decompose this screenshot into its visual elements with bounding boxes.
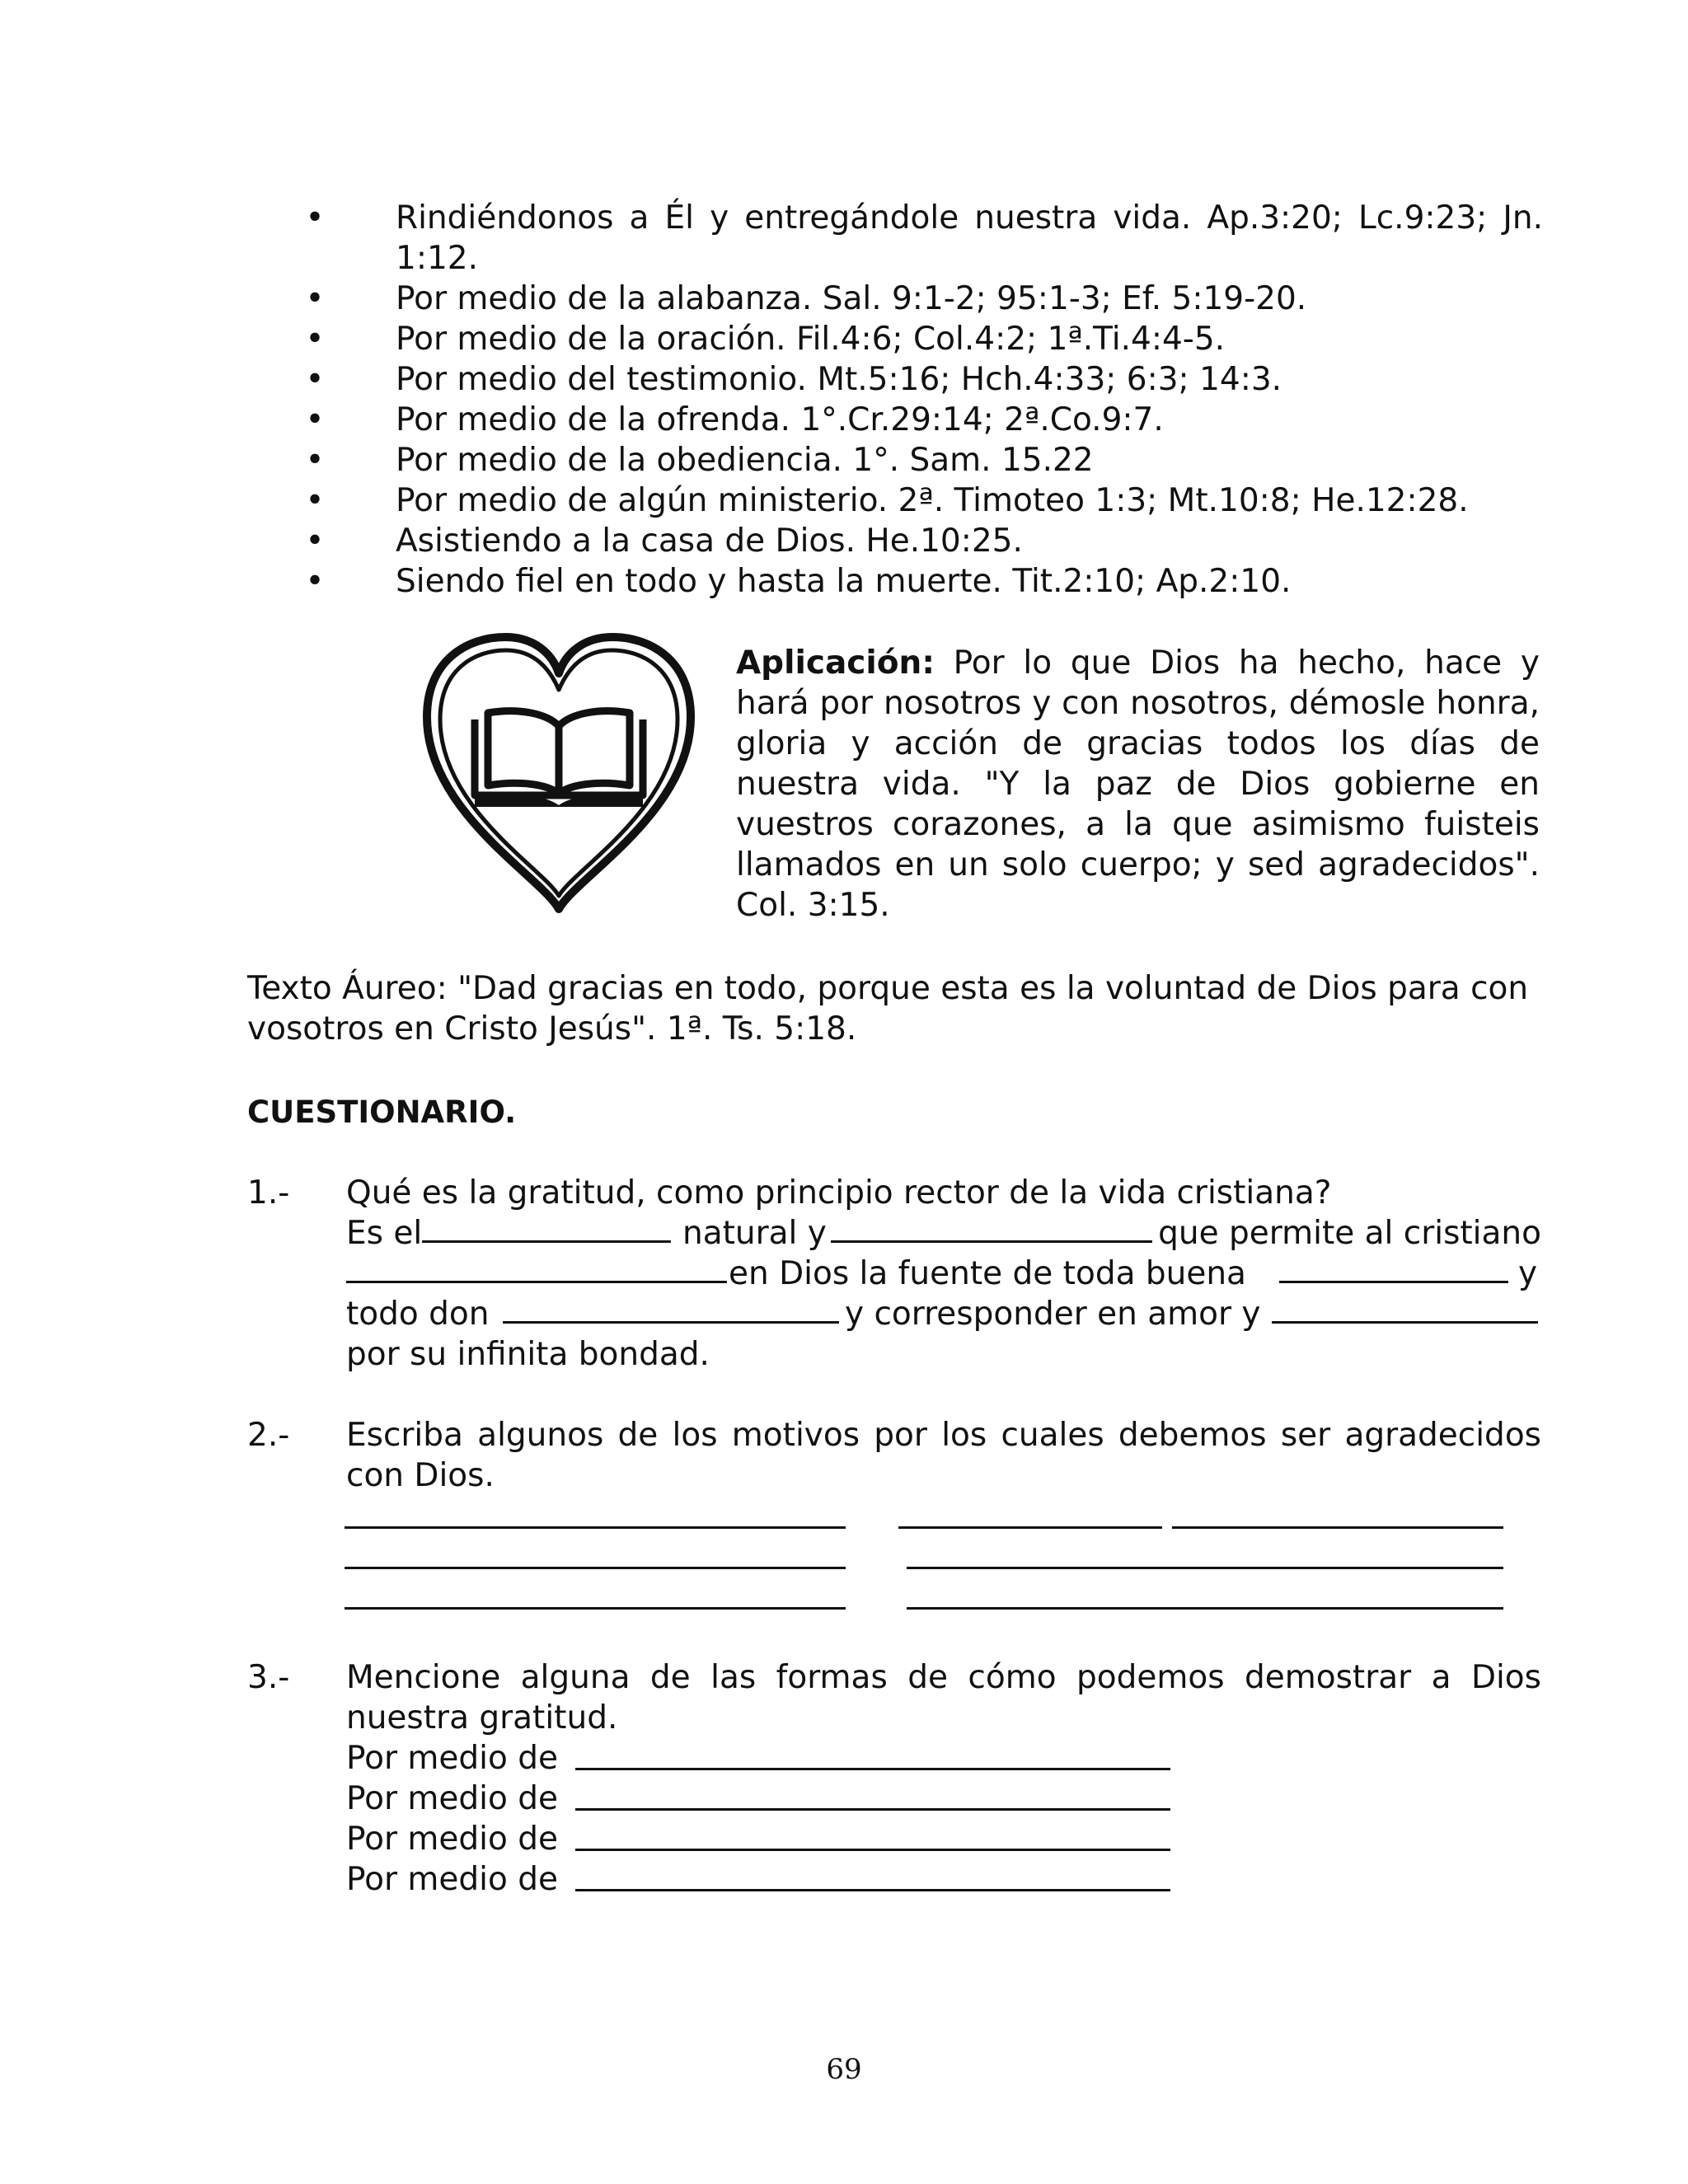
list-item: • Por medio de algún ministerio. 2ª. Timoteo 1:3; Mt.10:8; He.12:28. bbox=[298, 480, 1543, 521]
bullet-icon: • bbox=[305, 361, 325, 398]
bullet-icon: • bbox=[305, 442, 325, 479]
q1-fill-text: y bbox=[1518, 1255, 1538, 1292]
bullet-icon: • bbox=[305, 523, 325, 560]
question-number: 2.- bbox=[247, 1417, 290, 1454]
question-number: 1.- bbox=[247, 1174, 290, 1212]
bullet-icon: • bbox=[305, 401, 325, 438]
answer-blank[interactable] bbox=[575, 1849, 1170, 1851]
answer-prefix: Por medio de bbox=[346, 1780, 559, 1817]
list-item: • Asistiendo a la casa de Dios. He.10:25. bbox=[298, 521, 1543, 561]
list-item: • Por medio de la obediencia. 1°. Sam. 15.22 bbox=[298, 440, 1543, 480]
q1-fill-text: todo don bbox=[346, 1296, 490, 1333]
q1-fill-text: y corresponder en amor y bbox=[845, 1296, 1261, 1333]
answer-blank[interactable] bbox=[422, 1240, 671, 1243]
answer-blank[interactable] bbox=[1279, 1281, 1508, 1283]
answer-blank[interactable] bbox=[575, 1768, 1170, 1770]
answer-blank[interactable] bbox=[907, 1607, 1503, 1610]
golden-text: Texto Áureo: "Dad gracias en todo, porque esta es la voluntad de Dios para con vosotros en Cristo Jesús". 1ª. Ts. 5:18. bbox=[247, 970, 1529, 1047]
bullet-icon: • bbox=[305, 563, 325, 600]
bullet-icon: • bbox=[305, 482, 325, 519]
q1-fill-text: que permite al cristiano bbox=[1158, 1215, 1541, 1252]
answer-blank[interactable] bbox=[1172, 1526, 1503, 1529]
answer-blank[interactable] bbox=[575, 1889, 1170, 1891]
ways-list bbox=[298, 198, 1543, 602]
answer-blank[interactable] bbox=[503, 1321, 839, 1324]
bullet-icon: • bbox=[305, 280, 325, 317]
application-text: Por lo que Dios ha hecho, hace y hará por nosotros y con nosotros, démosle honra, gloria y acción de gracias todos los días de nuestra vida. "Y la paz de Dios gobierne en vuestros corazones, a la que asimismo fuisteis llamados en un solo cuerpo; y sed agradecidos". Col. 3:15. bbox=[736, 644, 1540, 924]
q1-fill-text: por su infinita bondad. bbox=[346, 1336, 710, 1373]
question-number: 3.- bbox=[247, 1659, 290, 1696]
application-paragraph bbox=[736, 643, 1540, 926]
q1-fill-text: natural y bbox=[682, 1215, 827, 1252]
bullet-icon: • bbox=[305, 321, 325, 358]
questionnaire-title: CUESTIONARIO. bbox=[247, 1094, 517, 1130]
list-item: • Por medio de la oración. Fil.4:6; Col.4:2; 1ª.Ti.4:4-5. bbox=[298, 319, 1543, 359]
answer-blank[interactable] bbox=[831, 1240, 1152, 1243]
bullet-icon: • bbox=[305, 199, 325, 237]
list-item: • Por medio del testimonio. Mt.5:16; Hch.4:33; 6:3; 14:3. bbox=[298, 359, 1543, 400]
q1-fill-text: en Dios la fuente de toda buena bbox=[729, 1255, 1246, 1292]
answer-prefix: Por medio de bbox=[346, 1861, 559, 1898]
answer-blank[interactable] bbox=[1272, 1321, 1538, 1324]
answer-blank[interactable] bbox=[345, 1607, 846, 1610]
heart-bible-icon bbox=[419, 630, 699, 919]
application-label: Aplicación: bbox=[736, 644, 935, 682]
list-item: • Por medio de la alabanza. Sal. 9:1-2; 95:1-3; Ef. 5:19-20. bbox=[298, 279, 1543, 319]
answer-blank[interactable] bbox=[898, 1526, 1162, 1529]
list-item: • Siendo fiel en todo y hasta la muerte. Tit.2:10; Ap.2:10. bbox=[298, 561, 1543, 602]
answer-blank[interactable] bbox=[575, 1808, 1170, 1811]
answer-blank[interactable] bbox=[907, 1567, 1503, 1569]
question-text: Qué es la gratitud, como principio rector de la vida cristiana? bbox=[346, 1174, 1332, 1212]
question-text: Mencione alguna de las formas de cómo podemos demostrar a Dios nuestra gratitud. bbox=[346, 1659, 1541, 1736]
answer-prefix: Por medio de bbox=[346, 1821, 559, 1858]
answer-blank[interactable] bbox=[345, 1567, 846, 1569]
answer-prefix: Por medio de bbox=[346, 1740, 559, 1777]
answer-blank[interactable] bbox=[346, 1281, 727, 1283]
question-text: Escriba algunos de los motivos por los cuales debemos ser agradecidos con Dios. bbox=[346, 1417, 1541, 1494]
list-item: • Por medio de la ofrenda. 1°.Cr.29:14; 2ª.Co.9:7. bbox=[298, 400, 1543, 440]
page-number: 69 bbox=[826, 2053, 862, 2086]
list-item: • Rindiéndonos a Él y entregándole nuestra vida. Ap.3:20; Lc.9:23; Jn. 1:12. bbox=[298, 198, 1543, 279]
q1-fill-text: Es el bbox=[346, 1215, 423, 1252]
answer-blank[interactable] bbox=[345, 1526, 846, 1529]
